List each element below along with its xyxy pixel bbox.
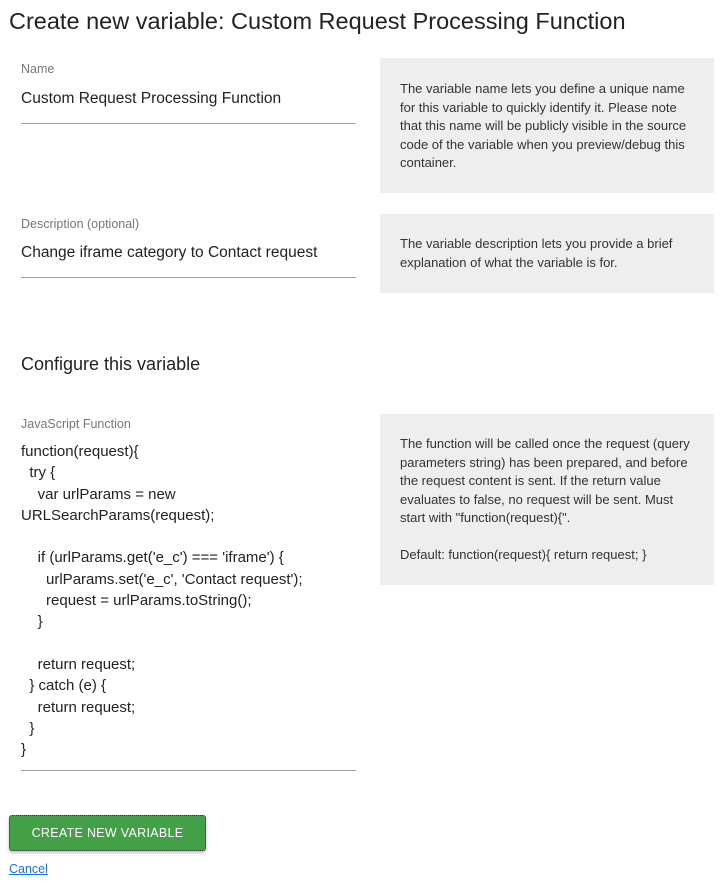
cancel-link[interactable]: Cancel <box>9 862 48 876</box>
js-function-underline <box>21 770 356 771</box>
description-input-underline <box>21 277 356 278</box>
description-input[interactable]: Change iframe category to Contact request <box>21 244 318 261</box>
description-label: Description (optional) <box>21 217 140 231</box>
name-input[interactable]: Custom Request Processing Function <box>21 90 282 107</box>
js-function-help-text: The function will be called once the request (query parameters string) has been prepared, and before the request content is sent. If the return value evaluates to false, no request will be sent. Must start with "function(request){". <box>400 436 690 525</box>
configure-heading: Configure this variable <box>21 354 201 374</box>
js-function-label: JavaScript Function <box>21 417 131 431</box>
create-new-variable-button[interactable]: CREATE NEW VARIABLE <box>9 815 206 851</box>
js-function-help-default: Default: function(request){ return request; } <box>400 546 647 562</box>
name-help: The variable name lets you define a unique name for this variable to quickly identify it. Please note that this name will be publicly visible in the source code of the variable when you preview/debug this container. <box>380 58 714 193</box>
name-input-underline <box>21 123 356 124</box>
name-label: Name <box>21 62 55 76</box>
description-help: The variable description lets you provide a brief explanation of what the variable is for. <box>380 214 714 293</box>
js-function-help <box>380 414 714 585</box>
page-title: Create new variable: Custom Request Processing Function <box>9 8 626 34</box>
js-function-textarea[interactable]: function(request){ try { var urlParams = new URLSearchParams(request); if (urlParams.get('e_c') === 'iframe') { urlParams.set('e_c', 'Contact request'); request = urlParams.toString(); } return request; } catch (e) { return request; } } <box>21 443 303 759</box>
